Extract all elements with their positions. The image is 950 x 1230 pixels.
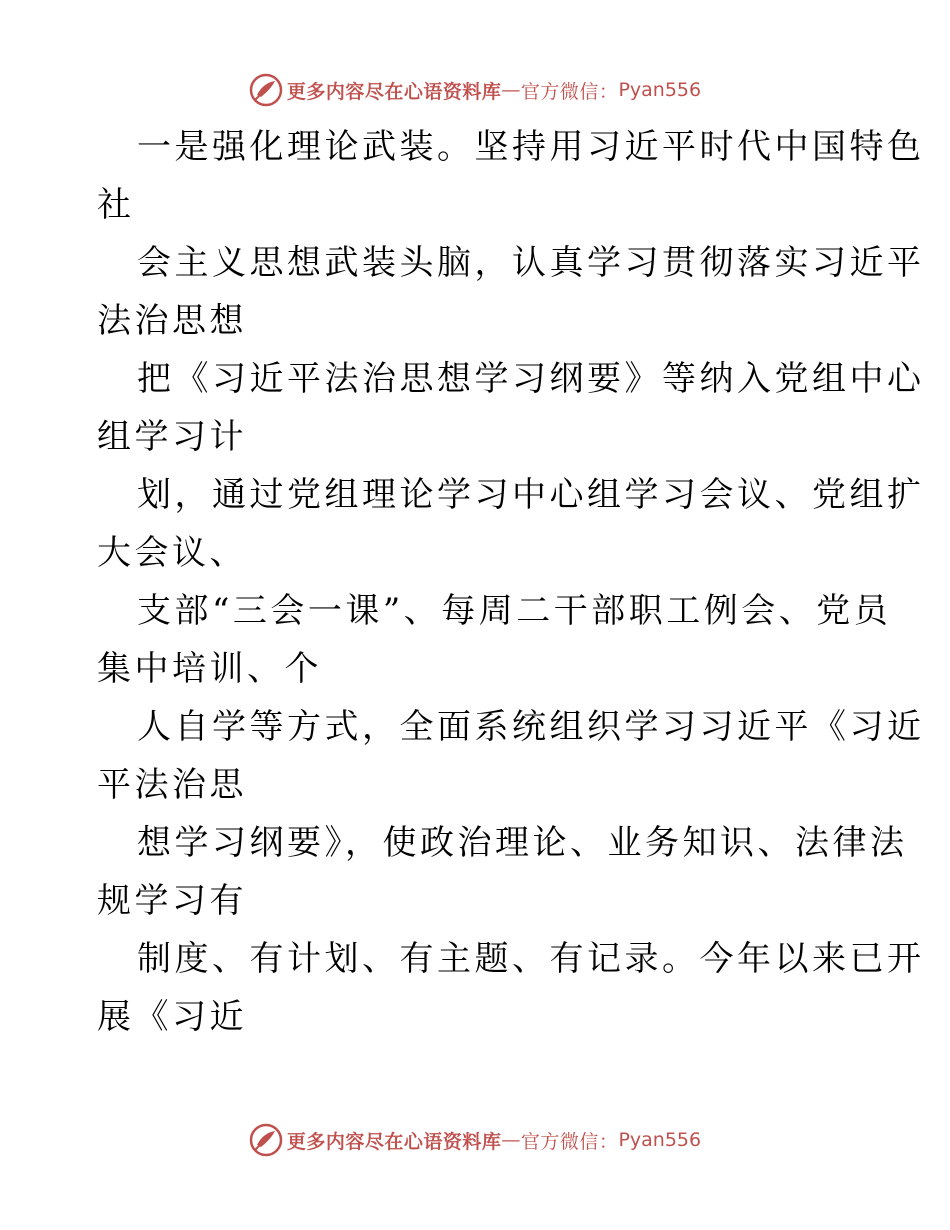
body-line: 划，通过党组理论学习中心组学习会议、党组扩 [137, 475, 925, 515]
body-line: 把《习近平法治思想学习纲要》等纳入党组中心 [137, 359, 925, 399]
body-line: 一是强化理论武装。坚持用习近平时代中国特色 [137, 127, 925, 167]
footer-dash: — [501, 1129, 521, 1151]
header-dash: — [501, 79, 521, 101]
body-line: 平法治思 [97, 765, 247, 805]
body-line: 支部“三会一课”、每周二干部职工例会、党员 [137, 591, 892, 631]
header-wechat-label: 官方微信： [520, 80, 619, 103]
body-line: 想学习纲要》，使政治理论、业务知识、法律法 [137, 823, 908, 863]
pen-logo-icon [249, 1123, 283, 1157]
body-line: 法治思想 [97, 301, 247, 341]
header-banner [0, 70, 950, 110]
body-line: 组学习计 [97, 417, 247, 457]
document-body [97, 118, 925, 1046]
body-line: 大会议、 [97, 533, 247, 573]
body-line: 规学习有 [97, 881, 247, 921]
body-line: 会主义思想武装头脑，认真学习贯彻落实习近平 [137, 243, 925, 283]
footer-wechat-label: 官方微信： [520, 1130, 619, 1153]
header-main-text: 更多内容尽在心语资料库 [286, 80, 502, 103]
footer-wechat-id: Pyan556 [618, 1129, 702, 1151]
pen-logo-icon [249, 73, 283, 107]
footer-banner [0, 1120, 950, 1160]
body-line: 社 [97, 185, 135, 225]
body-line: 制度、有计划、有主题、有记录。今年以来已开 [137, 939, 925, 979]
body-line: 人自学等方式，全面系统组织学习习近平《习近 [137, 707, 925, 747]
body-line: 集中培训、个 [97, 649, 322, 689]
footer-main-text: 更多内容尽在心语资料库 [286, 1130, 502, 1153]
header-wechat-id: Pyan556 [618, 79, 702, 101]
body-line: 展《习近 [97, 997, 247, 1037]
